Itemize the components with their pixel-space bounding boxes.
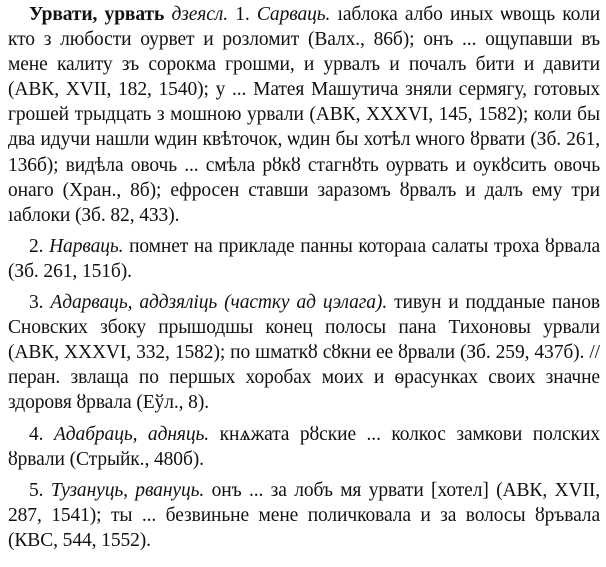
sense-1-paragraph [8, 2, 600, 228]
sense-citations: тивун и подданые панов Сновских збоку прышодшы конец полосы пана Тихоновы урвали (АВК, XXXVI, 332, 1582); по шматкȣ сȣкни ее ȣрвали (Зб. 259, 437б). // перан. звлаща по першых хоробах моих и ѳрасунках своих значне здоровя ȣрвала (Еўл., 8). [8, 292, 601, 414]
sense-citations: кнѧжата рȣские ... колкос замкови полских ȣрвали (Стрыйк., 480б). [8, 423, 601, 470]
sense-number: 2. [29, 235, 44, 257]
sense-gloss: Тузануць, рвануць. [50, 479, 205, 501]
sense-number: 1. [235, 4, 250, 25]
dictionary-entry [8, 2, 600, 559]
sense-gloss: Адарваць, аддзяліць (частку ад цэлага). [50, 292, 388, 314]
sense-number: 5. [29, 479, 44, 501]
entry-headword: Урвати, урвать [29, 4, 165, 25]
sense-citations: помнет на прикладе панны котораıа салаты троха ȣрвала (Зб. 261, 151б). [8, 235, 601, 282]
sense-number: 3. [29, 292, 44, 314]
grammar-label: дзеясл. [171, 4, 228, 25]
sense-3-paragraph [8, 290, 600, 415]
sense-5-paragraph [8, 478, 600, 553]
sense-gloss: Сарваць. [256, 4, 331, 25]
sense-2-paragraph [8, 234, 600, 284]
sense-citations: онъ ... за лобъ мя урвати [хотел] (АВК, XVII, 287, 1541); ты ... безвиньне мене поличковала и за волосы ȣръвала (КВС, 544, 1552). [8, 479, 601, 551]
sense-4-paragraph [8, 422, 600, 472]
sense-citations: ıаблока албо иных ѡвощь коли кто з любости оурвет и розломит (Валх., 86б); онъ ... ощупавши въ мене калиту зъ сорокма грошми, и урвалъ и почалъ бити и давити (АВК, XVII, 182, 1540); у ... Матея Машутича зняли сермягу, готовых грошей трыдцать з мошною урвали (АВК, XXXVI, 145, 1582); коли бы два идучи нашли ѡдин квѣточок, ѡдин бы хотѣл ѡного ȣрвати (Зб. 261, 136б); видѣла овочь ... смѣла рȣкȣ стагнȣть оурвать и оукȣсить овочь онаго (Хран., 8б); ефросен ставши заразомъ ȣрвалъ и далъ ему три ıаблоки (Зб. 82, 433). [8, 4, 601, 226]
sense-number: 4. [29, 423, 44, 445]
sense-gloss: Нарваць. [49, 235, 124, 257]
sense-gloss: Адабраць, адняць. [53, 423, 210, 445]
